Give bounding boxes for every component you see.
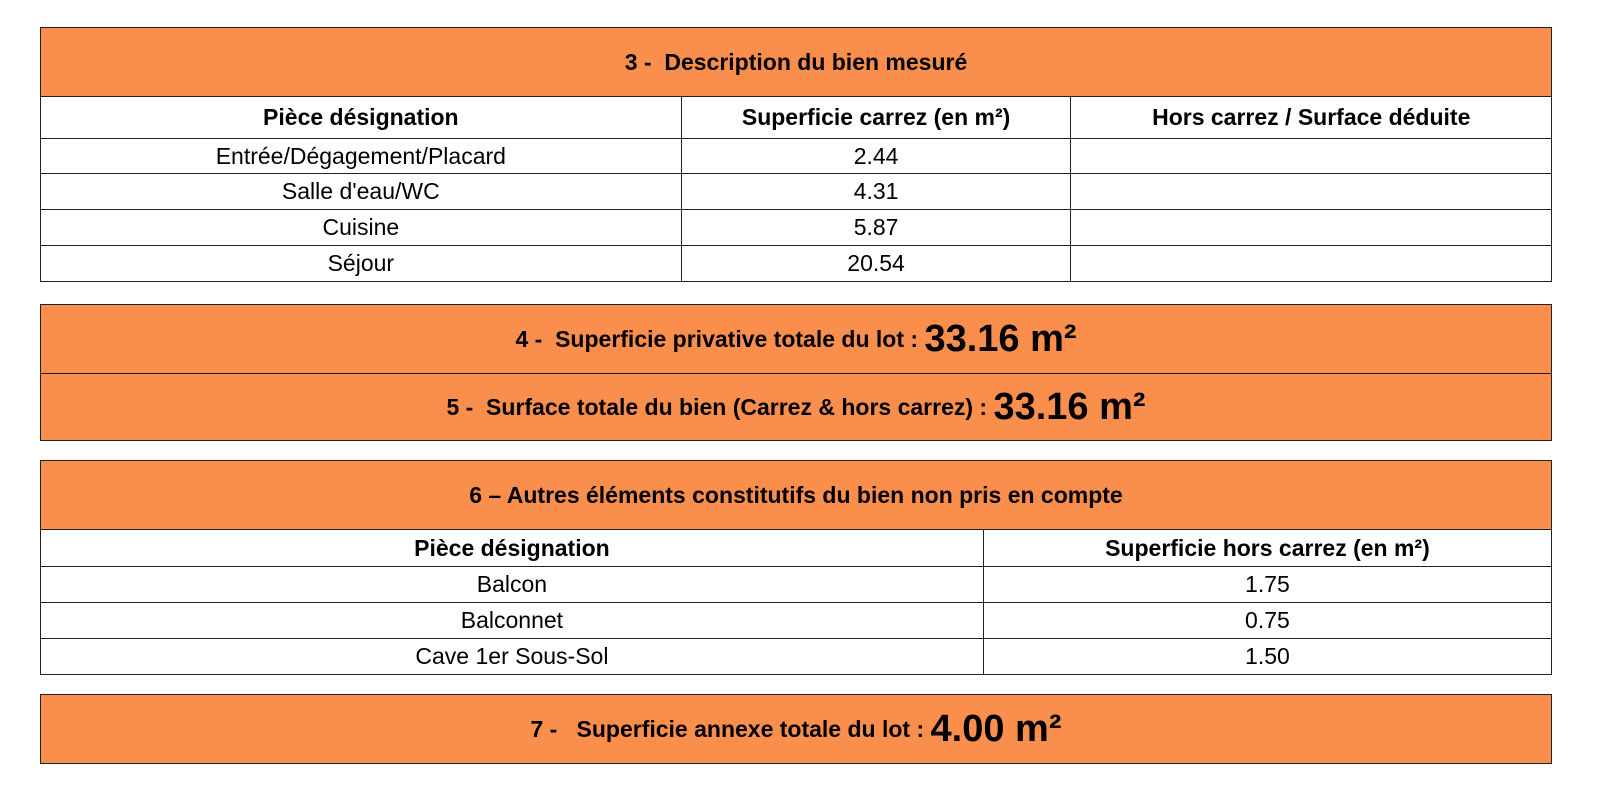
table-row (41, 567, 1552, 603)
section-6-title-text: 6 – Autres éléments constitutifs du bien non pris en compte (469, 482, 1123, 508)
annex-area: 1.75 (983, 567, 1551, 603)
section-7-label: 7 - Superficie annexe totale du lot : (530, 715, 931, 742)
col-header-piece: Pièce désignation (41, 530, 984, 567)
table-row (41, 174, 1552, 210)
section-5-label: 5 - Surface totale du bien (Carrez & hors carrez) : (446, 393, 994, 420)
room-name: Salle d'eau/WC (41, 174, 682, 210)
room-carrez: 20.54 (681, 246, 1071, 282)
section-7-value: 4.00 m² (930, 707, 1062, 750)
table-row (41, 210, 1552, 246)
table-row (41, 139, 1552, 174)
room-hors-carrez (1071, 139, 1552, 174)
annex-name: Balcon (41, 567, 984, 603)
section-7-total (40, 694, 1552, 764)
table-row (41, 603, 1552, 639)
section-3-title (40, 27, 1552, 97)
room-hors-carrez (1071, 246, 1552, 282)
room-name: Cuisine (41, 210, 682, 246)
annex-area: 0.75 (983, 603, 1551, 639)
room-carrez: 2.44 (681, 139, 1071, 174)
section-6-title (40, 460, 1552, 530)
col-header-carrez: Superficie carrez (en m²) (681, 97, 1071, 139)
col-header-piece: Pièce désignation (41, 97, 682, 139)
section-4-label: 4 - Superficie privative totale du lot : (515, 325, 925, 352)
table-row (41, 246, 1552, 282)
annex-name: Balconnet (41, 603, 984, 639)
table-row (41, 639, 1552, 675)
section-6-table (40, 529, 1552, 675)
room-hors-carrez (1071, 210, 1552, 246)
section-4-total (40, 304, 1552, 374)
room-name: Séjour (41, 246, 682, 282)
section-5-value: 33.16 m² (993, 385, 1146, 428)
col-header-hors-carrez: Superficie hors carrez (en m²) (983, 530, 1551, 567)
room-name: Entrée/Dégagement/Placard (41, 139, 682, 174)
annex-name: Cave 1er Sous-Sol (41, 639, 984, 675)
room-hors-carrez (1071, 174, 1552, 210)
col-header-hors-carrez: Hors carrez / Surface déduite (1071, 97, 1552, 139)
section-3-table (40, 96, 1552, 282)
section-4-value: 33.16 m² (924, 317, 1077, 360)
room-carrez: 4.31 (681, 174, 1071, 210)
section-3-title-text: 3 - Description du bien mesuré (624, 49, 968, 75)
room-carrez: 5.87 (681, 210, 1071, 246)
annex-area: 1.50 (983, 639, 1551, 675)
section-5-total (40, 373, 1552, 441)
